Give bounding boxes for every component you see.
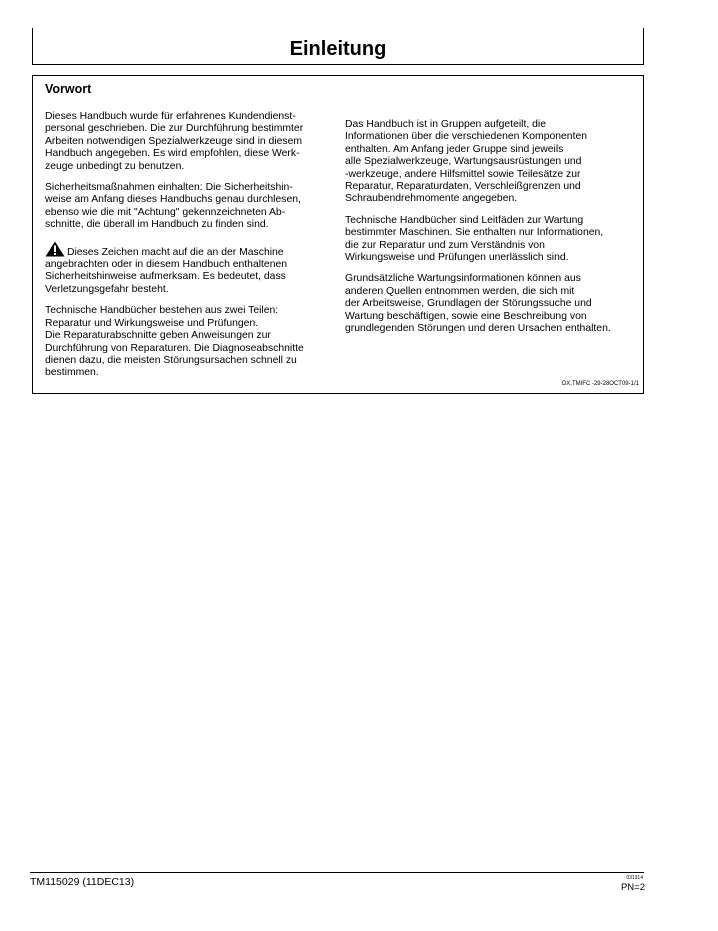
paragraph: Sicherheitsmaßnahmen einhalten: Die Sicherheitshin- weise am Anfang dieses Handbuchs genau durchlesen, ebenso wie die mit "Achtung" gekennzeichneten Ab- schnitte, die überall im Handbuch zu finden sind.	[45, 182, 301, 231]
page-title: Einleitung	[289, 38, 387, 60]
paragraph: Das Handbuch ist in Gruppen aufgeteilt, die Informationen über die verschiedenen Komponenten enthalten. Am Anfang jeder Gruppe sind jeweils alle Spezialwerkzeuge, Wartungsausrüstungen und -werkzeuge, andere Hilfsmittel sowie Teilesätze zur Reparatur, Reparaturdaten, Verschleißgrenzen und Schraubendrehmomente angegeben.	[345, 119, 588, 205]
warning-text: Dieses Zeichen macht auf die an der Maschine angebrachten oder in diesem Handbuch enthaltenen Sicherheitshinweise aufmerksam. Es bedeutet, dass Verletzungsgefahr besteht.	[45, 246, 288, 295]
warning-paragraph	[45, 241, 337, 297]
page-number: PN=2	[620, 882, 645, 893]
left-column	[45, 111, 337, 389]
section-heading: Vorwort	[45, 82, 92, 96]
header-bottom-rule	[32, 64, 644, 65]
paragraph: Technische Handbücher bestehen aus zwei Teilen: Reparatur und Wirkungsweise und Prüfungen. Die Reparaturabschnitte geben Anweisungen zur Durchführung von Reparaturen. Die Diagnoseabschnitte dienen dazu, die meisten Störungsursachen schnell zu bestimmen.	[45, 305, 304, 379]
document-reference: DX,TMIFC -29-28OCT09-1/1	[561, 381, 639, 387]
paragraph: Technische Handbücher sind Leitfäden zur Wartung bestimmter Maschinen. Sie enthalten nur Informationen, die zur Reparatur und zum Verständnis von Wirkungsweise und Prüfungen unerlässlich sind.	[345, 214, 604, 264]
footer-code: 031314	[626, 875, 643, 881]
foreword-section	[32, 75, 644, 394]
manual-id: TM115029 (11DEC13)	[30, 876, 135, 888]
footer-rule	[30, 872, 644, 873]
paragraph: Dieses Handbuch wurde für erfahrenes Kundendienst- personal geschrieben. Die zur Durchführung bestimmter Arbeiten notwendigen Spezialwerkzeuge sind in diesem Handbuch angegeben. Es wird empfohlen, diese Werk- zeuge unbedingt zu benutzen.	[45, 111, 304, 172]
right-column	[345, 119, 637, 345]
paragraph: Grundsätzliche Wartungsinformationen können aus anderen Quellen entnommen werden, die sich mit der Arbeitsweise, Grundlagen der Störungssuche und Wartung beschäftigen, sowie eine Beschreibung von grundlegenden Störungen und deren Ursachen enthalten.	[345, 273, 611, 335]
warning-triangle-icon	[45, 241, 65, 257]
